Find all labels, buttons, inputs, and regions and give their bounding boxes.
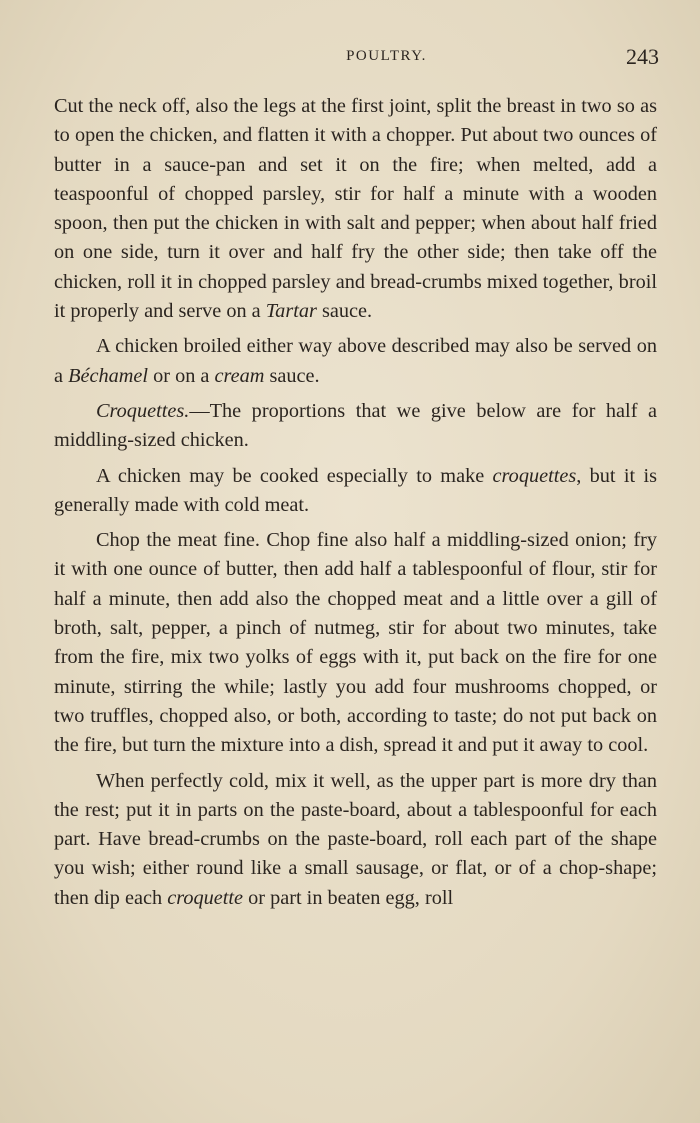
- text-segment: sauce.: [316, 300, 373, 323]
- text-segment: A chicken broiled either way above described may also be served on a: [54, 335, 657, 387]
- italic-term-croquette: croquette: [167, 886, 244, 909]
- text-segment: —The proportions that we give below are for half a middling-sized chicken.: [54, 399, 657, 452]
- paragraph-serving-note: [54, 332, 657, 391]
- italic-term-croquettes: croquettes: [492, 464, 577, 487]
- italic-term-cream: cream: [214, 364, 265, 387]
- paragraph-croquettes-intro: [54, 462, 657, 521]
- italic-term-tartar: Tartar: [265, 300, 317, 323]
- italic-term-bechamel: Béchamel: [68, 364, 149, 387]
- text-segment: Chop the meat fine. Chop fine also half a middling-sized onion; fry it with one ounce of butter, then add half a tablespoonful of flour, stir for half a minute, then add also the chopped meat and a little over a gill of broth, salt, pepper, a pinch of nutmeg, stir for about two minutes, take from the fire, mix two yolks of eggs with it, put back on the fire for one minute, stirring the while; lastly you add four mushrooms chopped, or two truffles, chopped also, or both, according to taste; do not put back on the fire, but turn the mixture into a dish, spread it and put it away to cool.: [54, 529, 657, 757]
- page-number: 243: [626, 44, 659, 69]
- paragraph-broiled-chicken: [54, 92, 657, 326]
- paragraph-croquettes-shaping: [54, 767, 657, 913]
- text-segment: When perfectly cold, mix it well, as the upper part is more dry than the rest; put it in parts on the paste-board, about a tablespoonful for each part. Have bread-crumbs on the paste-board, roll each part of the shape you wish; either round like a small sausage, or flat, or of a chop-shape; then dip each: [54, 769, 657, 909]
- paragraph-croquettes-method: [54, 526, 657, 760]
- paragraph-croquettes-heading: [54, 397, 657, 456]
- text-segment: or on a: [148, 364, 215, 387]
- text-segment: or part in beaten egg, roll: [243, 886, 454, 909]
- page-header: [54, 44, 659, 74]
- text-segment: , but it is generally made with cold meat.: [54, 464, 657, 516]
- text-segment: Cut the neck off, also the legs at the first joint, split the breast in two so as to open the chicken, and flatten it with a chopper. Put about two ounces of butter in a sauce-pan and set it on the fire; when melted, add a teaspoonful of chopped parsley, stir for half a minute with a wooden spoon, then put the chicken in with salt and pepper; when about half fried on one side, turn it over and half fry the other side; then take off the chicken, roll it in chopped parsley and bread-crumbs mixed together, broil it properly and serve on a: [54, 95, 657, 323]
- running-head: POULTRY.: [346, 48, 427, 64]
- body-text: [54, 92, 657, 913]
- text-segment: sauce.: [264, 364, 320, 387]
- section-heading-croquettes: Croquettes.: [96, 399, 190, 422]
- text-segment: A chicken may be cooked especially to make: [96, 464, 493, 487]
